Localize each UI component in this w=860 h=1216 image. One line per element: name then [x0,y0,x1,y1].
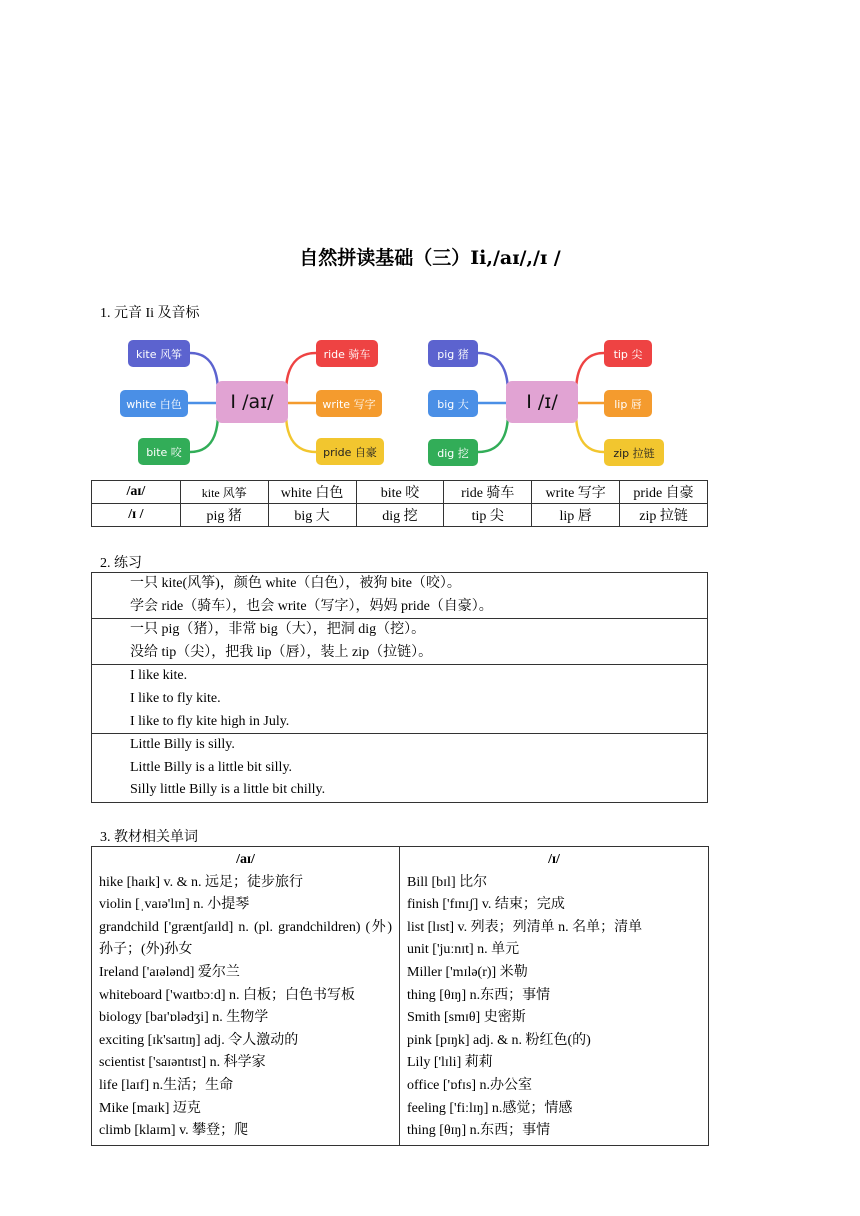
vocab-entry: thing [θɪŋ] n.东西；事情 [407,987,551,1003]
node-ride: ride 骑车 [323,348,371,361]
table-cell: write 写字 [532,481,620,504]
vocab-entry: scientist ['saɪəntɪst] n. 科学家 [99,1055,266,1071]
vocab-entry: whiteboard ['waɪtbɔːd] n. 白板；白色书写板 [99,987,356,1003]
table-row [92,665,708,734]
table-cell: kite 风筝 [180,481,268,504]
table-cell: dig 挖 [356,504,444,527]
table-cell: /aɪ/ [92,481,181,504]
vocab-entry: pink [pɪŋk] adj. & n. 粉红色(的) [407,1032,591,1048]
vocab-entry: biology [baɪ'ɒlədʒi] n. 生物学 [99,1010,269,1026]
practice-line: I like to fly kite. [130,690,221,706]
table-row [92,481,708,504]
practice-line: 学会 ride（骑车），也会 write（写字），妈妈 pride（自豪）。 [130,598,493,614]
practice-line: I like to fly kite high in July. [130,713,290,729]
vocab-entry: life [laɪf] n.生活；生命 [99,1077,234,1093]
section1-heading: 1. 元音 Ii 及音标 [100,306,200,321]
table-cell: ride 骑车 [444,481,532,504]
vocab-col-i [400,847,709,1146]
vocab-entry: hike [haɪk] v. & n. 远足；徒步旅行 [99,874,304,890]
vocab-entry: Bill [bɪl] 比尔 [407,874,488,890]
practice-table [91,572,708,803]
vocab-entry: feeling ['fiːlɪŋ] n.感觉；情感 [407,1100,573,1116]
node-lip: lip 唇 [614,398,642,411]
practice-line: 一只 kite(风筝)，颜色 white（白色），被狗 bite（咬）。 [130,576,461,591]
practice-line: Silly little Billy is a little bit chilly. [130,782,326,798]
table-cell: bite 咬 [356,481,444,504]
mindmap-ai [118,333,388,471]
node-bite: bite 咬 [146,446,182,459]
node-tip: tip 尖 [613,348,643,361]
vocab-col-header: /ɪ/ [548,852,560,867]
vocab-entry: Smith [smɪθ] 史密斯 [407,1010,526,1026]
vocab-entry: grandchild ['græntʃaɪld] n. (pl. grandchildren) (外)孙子；(外)孙女 [99,919,392,958]
table-row [92,573,708,619]
table-row [92,504,708,527]
node-zip: zip 拉链 [613,447,655,460]
node-write: write 写字 [322,398,376,411]
node-pig: pig 猪 [437,348,469,361]
table-cell: big 大 [268,504,356,527]
table-cell: tip 尖 [444,504,532,527]
table-row [92,619,708,665]
node-kite: kite 风筝 [135,348,183,361]
vocab-col-ai [92,847,400,1146]
sounds-table [91,480,708,527]
section2-heading: 2. 练习 [100,556,142,571]
mindmap-i-center: I /ɪ/ [526,391,558,413]
table-row [92,847,709,1146]
vocab-entry: Mike [maɪk] 迈克 [99,1100,201,1116]
section3-heading: 3. 教材相关单词 [100,830,198,845]
table-cell: lip 唇 [532,504,620,527]
practice-line: Little Billy is silly. [130,737,235,753]
practice-line: 没给 tip（尖），把我 lip（唇），装上 zip（拉链）。 [130,644,433,660]
vocab-entry: exciting [ɪk'saɪtɪŋ] adj. 令人激动的 [99,1032,299,1048]
page-title: 自然拼读基础（三）Ii,/aɪ/,/ɪ / [299,247,561,269]
table-cell: pride 自豪 [620,481,708,504]
table-cell: /ɪ / [92,504,181,527]
node-white: white 白色 [126,398,182,411]
practice-line: 一只 pig（猪），非常 big（大），把洞 dig（挖）。 [130,622,426,638]
table-cell: white 白色 [268,481,356,504]
vocab-entry: Miller ['mɪlə(r)] 米勒 [407,964,528,980]
vocab-entry: climb [klaɪm] v. 攀登；爬 [99,1123,249,1139]
vocab-entry: thing [θɪŋ] n.东西；事情 [407,1123,551,1139]
node-pride: pride 自豪 [323,446,377,459]
node-big: big 大 [437,398,469,411]
table-row [92,734,708,803]
vocab-entry: unit ['juːnɪt] n. 单元 [407,942,520,958]
vocab-col-header: /aɪ/ [236,852,255,867]
vocab-table [91,846,709,1146]
node-dig: dig 挖 [437,447,469,460]
vocab-entry: list [lɪst] v. 列表；列清单 n. 名单；清单 [407,919,643,935]
mindmap-ai-center: I /aɪ/ [230,391,274,413]
practice-line: I like kite. [130,668,188,684]
practice-line: Little Billy is a little bit silly. [130,759,293,775]
table-cell: zip 拉链 [620,504,708,527]
vocab-entry: Lily ['lɪli] 莉莉 [407,1055,493,1071]
table-cell: pig 猪 [180,504,268,527]
vocab-entry: office ['ɒfɪs] n.办公室 [407,1077,533,1093]
vocab-entry: Ireland ['aɪələnd] 爱尔兰 [99,964,240,980]
vocab-entry: violin [ˌvaɪə'lɪn] n. 小提琴 [99,897,250,913]
mindmap-i [424,333,674,471]
vocab-entry: finish ['fɪnɪʃ] v. 结束；完成 [407,897,565,913]
